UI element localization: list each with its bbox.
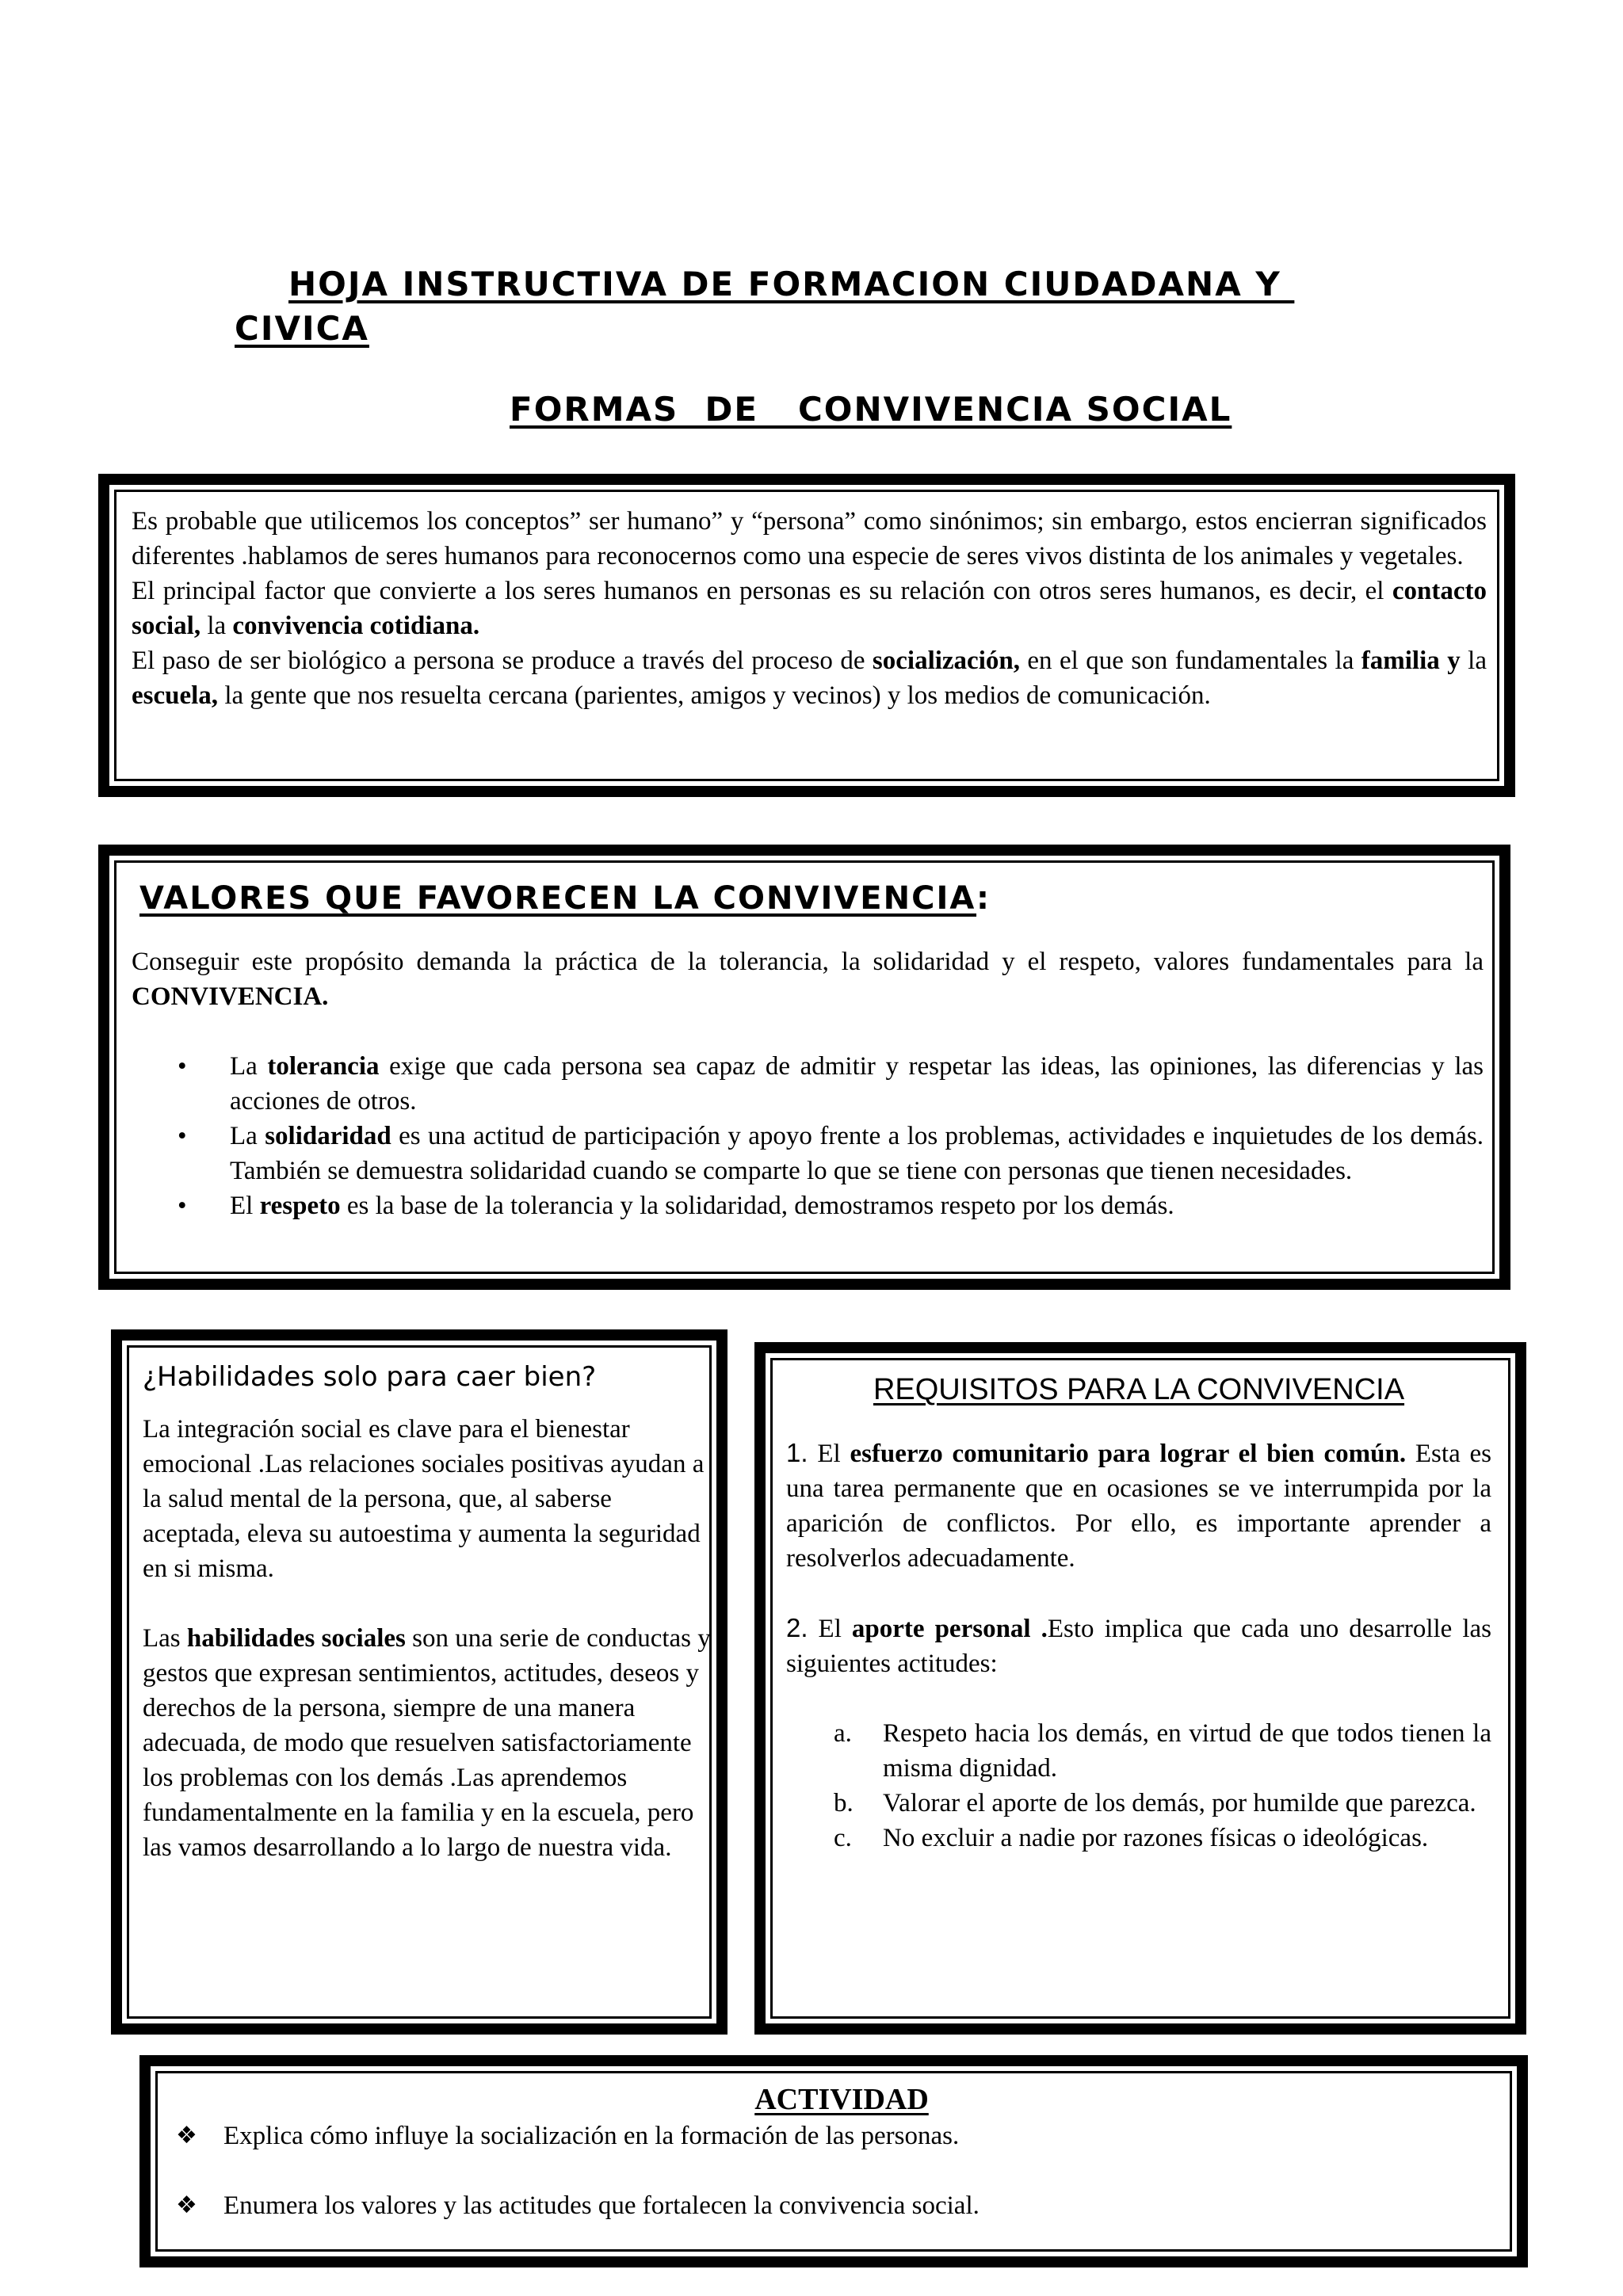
bullet-icon: •	[178, 1122, 187, 1150]
habilidades-paragraph-2: Las habilidades sociales son una serie de conductas y gestos que expresan sentimientos, actitudes, deseos y derechos de la persona, siempre de una manera adecuada, de modo que resuelven satisfactoriamente los problemas con los demás .Las aprendemos fundamentalmente en la familia y en la escuela, pero las vamos desarrollando a lo largo de nuestra vida.	[143, 1624, 711, 1862]
actitud-item: c. No excluir a nadie por razones físicas o ideológicas.	[834, 1824, 1429, 1852]
actividad-item: ❖ Explica cómo influye la socialización en la formación de las personas.	[176, 2119, 1507, 2153]
valores-content	[132, 879, 1484, 1223]
intro-box	[98, 474, 1515, 797]
intro-paragraph-3: El paso de ser biológico a persona se produce a través del proceso de socialización, en el que son fundamentales la familia y la escuela, la gente que nos resuelta cercana (parientes, amigos y vecinos) y los medios de comunicación.	[132, 646, 1487, 710]
bullet-icon: •	[178, 1192, 187, 1220]
actitud-item: a. Respeto hacia los demás, en virtud de que todos tienen la misma dignidad.	[834, 1719, 1491, 1783]
intro-text	[132, 504, 1487, 713]
actitud-item: b. Valorar el aporte de los demás, por humilde que parezca.	[834, 1789, 1476, 1817]
valores-item-tolerancia: • La tolerancia exige que cada persona sea capaz de admitir y respetar las ideas, las opiniones, las diferencias y las acciones de otros.	[132, 1049, 1484, 1119]
habilidades-paragraph-1: La integración social es clave para el bienestar emocional .Las relaciones sociales positivas ayudan a la salud mental de la persona, que, al saberse aceptada, eleva su autoestima y aumenta la seguridad en si misma.	[143, 1415, 705, 1583]
valores-intro: Conseguir este propósito demanda la práctica de la tolerancia, la solidaridad y el respeto, valores fundamentales para la CONVIVENCIA.	[132, 948, 1484, 1011]
intro-paragraph-2: El principal factor que convierte a los seres humanos en personas es su relación con otros seres humanos, es decir, el contacto social, la convivencia cotidiana.	[132, 577, 1487, 640]
requisito-1: 1. El esfuerzo comunitario para lograr el bien común. Esta es una tarea permanente que en ocasiones se ve interrumpida por la aparición de conflictos. Por ello, es importante aprender a resolverlos adecuadamente.	[786, 1438, 1492, 1573]
habilidades-content	[143, 1360, 715, 1865]
actividad-heading: ACTIVIDAD	[754, 2083, 929, 2116]
habilidades-heading: ¿Habilidades solo para caer bien?	[143, 1361, 597, 1393]
actividad-content	[176, 2081, 1507, 2223]
document-subtitle: FORMAS DE CONVIVENCIA SOCIAL	[510, 390, 1232, 429]
diamond-bullet-icon: ❖	[176, 2191, 197, 2219]
diamond-bullet-icon: ❖	[176, 2122, 197, 2149]
requisitos-box	[754, 1342, 1526, 2035]
valores-box	[98, 845, 1510, 1290]
valores-item-respeto: • El respeto es la base de la tolerancia y la solidaridad, demostramos respeto por los demás.	[132, 1188, 1484, 1223]
actividad-item: ❖ Enumera los valores y las actitudes que fortalecen la convivencia social.	[176, 2188, 1507, 2223]
habilidades-box	[111, 1329, 727, 2035]
document-title-line2: CIVICA	[235, 309, 369, 348]
requisitos-actitudes-list	[786, 1716, 1491, 1855]
requisitos-heading: REQUISITOS PARA LA CONVIVENCIA	[873, 1373, 1405, 1406]
valores-heading: VALORES QUE FAVORECEN LA CONVIVENCIA:	[139, 880, 991, 917]
requisitos-content	[786, 1371, 1491, 1855]
valores-item-solidaridad: • La solidaridad es una actitud de participación y apoyo frente a los problemas, actividades e inquietudes de los demás. También se demuestra solidaridad cuando se comparte lo que se tiene con personas que tienen necesidades.	[132, 1119, 1484, 1188]
document-title-line1: HOJA INSTRUCTIVA DE FORMACION CIUDADANA Y	[288, 265, 1295, 303]
actividad-list	[176, 2119, 1507, 2223]
bullet-icon: •	[178, 1052, 187, 1081]
actividad-box	[139, 2055, 1528, 2267]
valores-list	[132, 1049, 1484, 1223]
intro-paragraph-1: Es probable que utilicemos los conceptos” ser humano” y “persona” como sinónimos; sin embargo, estos encierran significados diferentes .hablamos de seres humanos para reconocernos como una especie de seres vivos distinta de los animales y vegetales.	[132, 507, 1487, 570]
requisito-2: 2. El aporte personal .Esto implica que cada uno desarrolle las siguientes actitudes:	[786, 1613, 1492, 1678]
